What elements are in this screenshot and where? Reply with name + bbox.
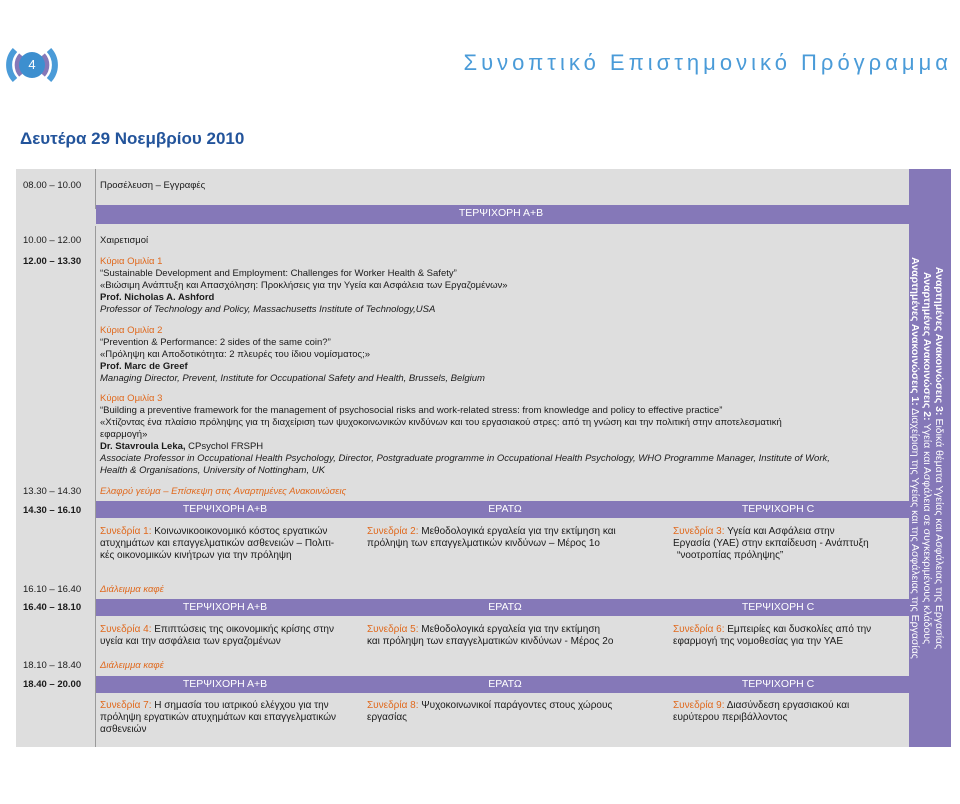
schedule-table — [16, 169, 909, 747]
hall-bar — [96, 599, 909, 616]
session-title: Ψυχοκοινωνικοί παράγοντες στους χώρους — [418, 700, 613, 711]
keynote-speaker: Prof. Marc de Greef — [100, 361, 188, 372]
session-title: ατυχημάτων και επαγγελματικών ασθενειών – Πολιτι- — [100, 538, 335, 549]
hall-label: ΤΕΡΨΙΧΟΡΗ Α+Β — [182, 601, 268, 613]
hall-bar — [96, 205, 909, 224]
poster-topic: Ειδικά θέματα Υγείας και Ασφάλειας της Εργασίας — [933, 415, 945, 650]
session-label: Συνεδρία 9: — [673, 700, 725, 711]
hall-label: ΕΡΑΤΩ — [488, 678, 522, 690]
session-title: κές οικονομικών κινήτρων για την πρόληψη — [100, 550, 292, 561]
keynote-title-gr-cont: εφαρμογή» — [100, 429, 148, 440]
keynote-affiliation: Professor of Technology and Policy, Massachusetts Institute of Technology,USA — [100, 304, 436, 315]
hall-bar — [96, 676, 909, 693]
session-title: Η σημασία του ιατρικού ελέγχου για την — [151, 700, 329, 711]
hall-bar — [96, 501, 909, 518]
keynote-speaker: Prof. Nicholas A. Ashford — [100, 292, 215, 303]
coffee-break-text: Διάλειμμα καφέ — [100, 660, 164, 671]
session — [100, 700, 336, 736]
session-title: Μεθοδολογικά εργαλεία για την εκτίμηση και — [418, 526, 616, 537]
session-label: Συνεδρία 1: — [100, 526, 152, 537]
time-slot: 16.40 – 18.10 — [23, 602, 82, 613]
keynote-label: Κύρια Ομιλία 3 — [100, 393, 163, 404]
poster-topic: Υγεία και Ασφάλεια σε συγκεκριμένους κλάδους — [921, 420, 933, 645]
time-slot: 16.10 – 16.40 — [23, 584, 82, 595]
keynote-title-gr: «Βιώσιμη Ανάπτυξη και Απασχόληση: Προκλήσεις για την Υγεία και Ασφάλεια των Εργαζομένων» — [100, 280, 508, 291]
session-title: Υγεία και Ασφάλεια στην — [724, 526, 835, 537]
welcome-text: Χαιρετισμοί — [100, 235, 149, 246]
hall-label: ΤΕΡΨΙΧΟΡΗ C — [741, 678, 815, 690]
day-heading: Δευτέρα 29 Νοεμβρίου 2010 — [20, 129, 245, 148]
poster-line — [909, 257, 921, 659]
keynote-label: Κύρια Ομιλία 1 — [100, 256, 163, 267]
hall-label: ΤΕΡΨΙΧΟΡΗ Α+Β — [458, 207, 544, 219]
page-title: Συνοπτικό Επιστημονικό Πρόγραμμα — [463, 50, 952, 75]
session-label: Συνεδρία 6: — [673, 624, 725, 635]
poster-sessions-sidebar — [909, 169, 951, 747]
speaker-name: Dr. Stavroula Leka, — [100, 441, 186, 452]
time-slot: 08.00 – 10.00 — [23, 180, 82, 191]
session-title: και πρόληψη των επαγγελματικών κινδύνων - Μέρος 2ο — [367, 636, 614, 647]
keynote-title-en: “Sustainable Development and Employment: Challenges for Worker Health & Safety” — [100, 268, 457, 279]
session-title: Κοινωνικοοικονομικό κόστος εργατικών — [151, 526, 328, 537]
time-slot: 14.30 – 16.10 — [23, 505, 82, 516]
keynote-affiliation-cont: Health & Organisations, University of Nottingham, UK — [100, 465, 325, 476]
session-title: Διασύνδεση εργασιακού και — [724, 700, 850, 711]
session-title: “νοοτροπίας πρόληψης” — [677, 550, 784, 561]
time-slot: 12.00 – 13.30 — [23, 256, 82, 267]
session-label: Συνεδρία 3: — [673, 526, 725, 537]
session-title: Επιπτώσεις της οικονομικής κρίσης στην — [151, 624, 334, 635]
session-title: πρόληψη εργατικών ατυχημάτων και επαγγελματικών — [100, 712, 337, 723]
registration-text: Προσέλευση – Εγγραφές — [100, 180, 206, 191]
speaker-credentials: CPsychol FRSPH — [185, 441, 264, 452]
session-label: Συνεδρία 4: — [100, 624, 152, 635]
poster-sessions-text — [909, 169, 950, 747]
session — [673, 526, 869, 562]
session-label: Συνεδρία 8: — [367, 700, 419, 711]
coffee-break-text: Διάλειμμα καφέ — [100, 584, 164, 595]
keynote-title-gr: «Πρόληψη και Αποδοτικότητα: 2 πλευρές του ίδιου νομίσματος;» — [100, 349, 371, 360]
poster-label: Αναρτημένες Ανακοινώσεις 3: — [933, 266, 945, 416]
keynote-affiliation: Associate Professor in Occupational Health Psychology, Director, Postgraduate programme in Occupational Health Psychology, WHO Programme Manager, Institute of Work, — [100, 453, 830, 464]
session — [100, 624, 334, 648]
lunch-text: Ελαφρύ γεύμα – Επίσκεψη στις Αναρτημένες Ανακοινώσεις — [100, 486, 347, 497]
keynote-speaker — [100, 441, 263, 452]
keynote-label: Κύρια Ομιλία 2 — [100, 325, 163, 336]
hall-label: ΕΡΑΤΩ — [488, 503, 522, 515]
session-title: εργασίας — [367, 712, 407, 723]
session — [367, 624, 613, 648]
poster-line — [933, 267, 945, 649]
time-slot: 18.10 – 18.40 — [23, 660, 82, 671]
session-label: Συνεδρία 5: — [367, 624, 419, 635]
time-slot: 13.30 – 14.30 — [23, 486, 82, 497]
session — [673, 700, 849, 724]
poster-label: Αναρτημένες Ανακοινώσεις 2: — [921, 271, 933, 421]
hall-label: ΤΕΡΨΙΧΟΡΗ C — [741, 503, 815, 515]
page-number: 4 — [19, 52, 45, 78]
session — [367, 700, 612, 724]
keynote-title-en: “Building a preventive framework for the management of psychosocial risks and work-related stress: from knowledge and policy to effective practice” — [100, 405, 723, 416]
session — [100, 526, 334, 562]
session-title: ασθενειών — [100, 724, 147, 735]
keynote-affiliation: Managing Director, Prevent, Institute for Occupational Safety and Health, Brussels, Belgium — [100, 373, 485, 384]
session-title: πρόληψη των επαγγελματικών κινδύνων – Μέρος 1ο — [367, 538, 600, 549]
session — [367, 526, 616, 550]
session-title: υγεία και την ασφάλεια των εργαζομένων — [100, 636, 281, 647]
session-title: εφαρμογή της νομοθεσίας για την ΥΑΕ — [673, 636, 844, 647]
time-slot: 18.40 – 20.00 — [23, 679, 82, 690]
session-title: Εμπειρίες και δυσκολίες από την — [724, 624, 872, 635]
session-label: Συνεδρία 7: — [100, 700, 152, 711]
poster-line — [921, 272, 933, 644]
session-title: Μεθοδολογικά εργαλεία για την εκτίμηση — [418, 624, 601, 635]
poster-topic: Διαχείριση της Υγείας και της Ασφάλειας της Εργασίας — [909, 405, 921, 659]
hall-label: ΤΕΡΨΙΧΟΡΗ C — [741, 601, 815, 613]
session-label: Συνεδρία 2: — [367, 526, 419, 537]
time-slot: 10.00 – 12.00 — [23, 235, 82, 246]
keynote-title-gr: «Χτίζοντας ένα πλαίσιο πρόληψης για τη διαχείριση των ψυχοκοινωνικών κινδύνων και του εργασιακού στρες: από τη γνώση και την πολιτική στην αποτελεσματική — [100, 417, 782, 428]
session — [673, 624, 871, 648]
hall-label: ΤΕΡΨΙΧΟΡΗ Α+Β — [182, 678, 268, 690]
poster-label: Αναρτημένες Ανακοινώσεις 1: — [909, 257, 921, 406]
session-title: Εργασία (ΥΑΕ) στην εκπαίδευση - Ανάπτυξη — [673, 538, 869, 549]
hall-label: ΤΕΡΨΙΧΟΡΗ Α+Β — [182, 503, 268, 515]
hall-label: ΕΡΑΤΩ — [488, 601, 522, 613]
session-title: ευρύτερου περιβάλλοντος — [673, 712, 788, 723]
keynote-title-en: “Prevention & Performance: 2 sides of the same coin?” — [100, 337, 331, 348]
